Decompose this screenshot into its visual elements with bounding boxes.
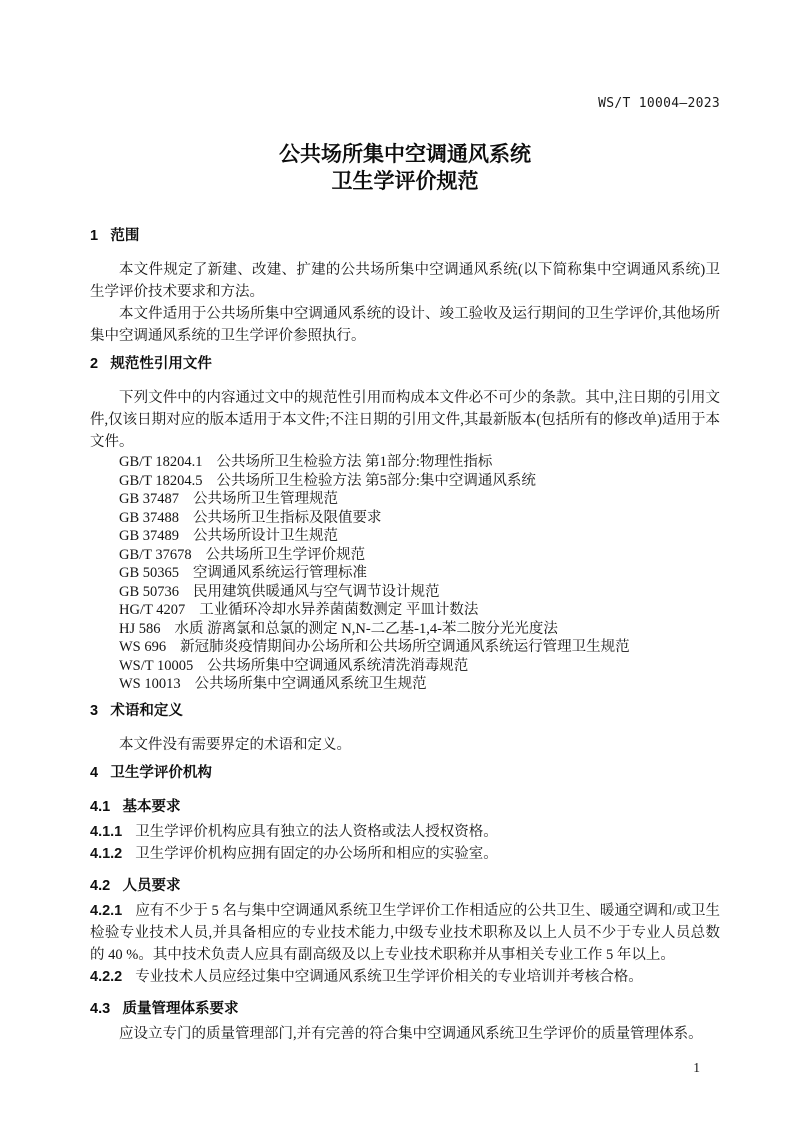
clause-4-2-2 bbox=[90, 966, 720, 988]
section-3-title: 术语和定义 bbox=[110, 702, 183, 719]
doc-title-line1: 公共场所集中空调通风系统 bbox=[279, 143, 531, 166]
section-3-paragraph-1: 本文件没有需要界定的术语和定义。 bbox=[119, 736, 351, 753]
clause-4-2-1 bbox=[90, 900, 720, 966]
clause-4-2-1-text: 应有不少于 5 名与集中空调通风系统卫生学评价工作相适应的公共卫生、暖通空调和/或卫生检验专业技术人员,并具备相应的专业技术能力,中级专业技术职称及以上人员不少于专业人员总数的 40 %。其中技术负责人应具有副高级及以上专业技术职称并从事相关专业工作 5 年以上。 bbox=[90, 902, 720, 963]
normative-references-list bbox=[119, 453, 720, 694]
clause-4-1-1-number: 4.1.1 bbox=[90, 823, 123, 840]
section-3-number: 3 bbox=[90, 702, 99, 719]
section-1-heading bbox=[90, 225, 720, 247]
page-number: 1 bbox=[693, 1059, 700, 1075]
reference-item bbox=[119, 453, 720, 472]
reference-item bbox=[119, 509, 720, 528]
section-4-heading bbox=[90, 762, 720, 784]
reference-title: 公共场所设计卫生规范 bbox=[193, 528, 339, 544]
reference-item bbox=[119, 601, 720, 620]
reference-code: WS 696 bbox=[119, 639, 167, 655]
reference-title: 空调通风系统运行管理标准 bbox=[193, 565, 368, 581]
section-1-paragraph-1: 本文件规定了新建、改建、扩建的公共场所集中空调通风系统(以下简称集中空调通风系统)卫生学评价技术要求和方法。 bbox=[90, 262, 720, 300]
reference-code: GB 37489 bbox=[119, 528, 180, 544]
reference-code: WS/T 10005 bbox=[119, 657, 194, 674]
reference-title: 公共场所卫生管理规范 bbox=[193, 491, 339, 507]
section-2-paragraph-1: 下列文件中的内容通过文中的规范性引用而构成本文件必不可少的条款。其中,注日期的引用文件,仅该日期对应的版本适用于本文件;不注日期的引用文件,其最新版本(包括所有的修改单)适用于本文件。 bbox=[90, 390, 720, 450]
section-4-2-number: 4.2 bbox=[90, 877, 111, 894]
section-4-3-heading bbox=[90, 998, 720, 1020]
reference-title: 新冠肺炎疫情期间办公场所和公共场所空调通风系统运行管理卫生规范 bbox=[180, 639, 630, 655]
reference-code: GB 50736 bbox=[119, 583, 180, 600]
section-2-number: 2 bbox=[90, 356, 99, 372]
reference-title: 公共场所卫生检验方法 第5部分:集中空调通风系统 bbox=[216, 472, 536, 489]
section-2-heading bbox=[90, 353, 720, 375]
section-4-1-heading bbox=[90, 796, 720, 818]
reference-code: GB 50365 bbox=[119, 565, 180, 581]
reference-item bbox=[119, 675, 720, 694]
reference-title: 公共场所集中空调通风系统清洗消毒规范 bbox=[207, 657, 469, 674]
reference-code: GB/T 18204.1 bbox=[119, 454, 203, 470]
reference-item bbox=[119, 657, 720, 676]
section-4-3-title: 质量管理体系要求 bbox=[122, 1000, 239, 1017]
clause-4-2-1-number: 4.2.1 bbox=[90, 902, 123, 919]
reference-title: 公共场所卫生检验方法 第1部分:物理性指标 bbox=[216, 454, 493, 470]
reference-item bbox=[119, 546, 720, 565]
reference-title: 公共场所集中空调通风系统卫生规范 bbox=[194, 676, 427, 692]
reference-code: HJ 586 bbox=[119, 620, 161, 637]
doc-title-line2: 卫生学评价规范 bbox=[331, 170, 479, 193]
clause-4-1-2 bbox=[90, 843, 720, 865]
reference-title: 工业循环冷却水异养菌菌数测定 平皿计数法 bbox=[199, 602, 479, 618]
section-4-3-paragraph-1: 应设立专门的质量管理部门,并有完善的符合集中空调通风系统卫生学评价的质量管理体系。 bbox=[119, 1025, 703, 1042]
reference-code: GB 37488 bbox=[119, 509, 180, 526]
clause-4-1-1 bbox=[90, 821, 720, 843]
reference-item bbox=[119, 583, 720, 602]
reference-item bbox=[119, 620, 720, 639]
reference-code: HG/T 4207 bbox=[119, 602, 186, 618]
clause-4-2-2-number: 4.2.2 bbox=[90, 968, 123, 985]
reference-code: GB 37487 bbox=[119, 491, 180, 507]
reference-code: WS 10013 bbox=[119, 676, 181, 692]
reference-title: 水质 游离氯和总氯的测定 N,N-二乙基-1,4-苯二胺分光光度法 bbox=[174, 620, 558, 637]
reference-title: 民用建筑供暖通风与空气调节设计规范 bbox=[193, 583, 440, 600]
section-4-2-title: 人员要求 bbox=[122, 877, 181, 894]
doc-title bbox=[90, 141, 720, 195]
section-1-title: 范围 bbox=[110, 228, 140, 244]
section-4-1-number: 4.1 bbox=[90, 798, 111, 815]
section-4-number: 4 bbox=[90, 764, 99, 781]
reference-item bbox=[119, 490, 720, 509]
section-1-number: 1 bbox=[90, 228, 99, 244]
reference-code: GB/T 37678 bbox=[119, 546, 192, 563]
section-3-heading bbox=[90, 700, 720, 722]
reference-item bbox=[119, 564, 720, 583]
clause-4-2-2-text: 专业技术人员应经过集中空调通风系统卫生学评价相关的专业培训并考核合格。 bbox=[135, 968, 643, 985]
clause-4-1-2-text: 卫生学评价机构应拥有固定的办公场所和相应的实验室。 bbox=[135, 845, 498, 862]
reference-item bbox=[119, 472, 720, 491]
reference-item bbox=[119, 638, 720, 657]
section-4-title: 卫生学评价机构 bbox=[110, 764, 212, 781]
reference-code: GB/T 18204.5 bbox=[119, 472, 203, 489]
section-2-title: 规范性引用文件 bbox=[110, 356, 212, 372]
reference-item bbox=[119, 527, 720, 546]
section-1-paragraph-2: 本文件适用于公共场所集中空调通风系统的设计、竣工验收及运行期间的卫生学评价,其他场所集中空调通风系统的卫生学评价参照执行。 bbox=[90, 306, 720, 344]
reference-title: 公共场所卫生指标及限值要求 bbox=[193, 509, 382, 526]
clause-4-1-1-text: 卫生学评价机构应具有独立的法人资格或法人授权资格。 bbox=[135, 823, 498, 840]
section-4-2-heading bbox=[90, 875, 720, 897]
clause-4-1-2-number: 4.1.2 bbox=[90, 845, 123, 862]
section-4-3-number: 4.3 bbox=[90, 1000, 111, 1017]
reference-title: 公共场所卫生学评价规范 bbox=[205, 546, 366, 563]
section-4-1-title: 基本要求 bbox=[122, 798, 181, 815]
doc-code: WS/T 10004—2023 bbox=[598, 96, 720, 111]
